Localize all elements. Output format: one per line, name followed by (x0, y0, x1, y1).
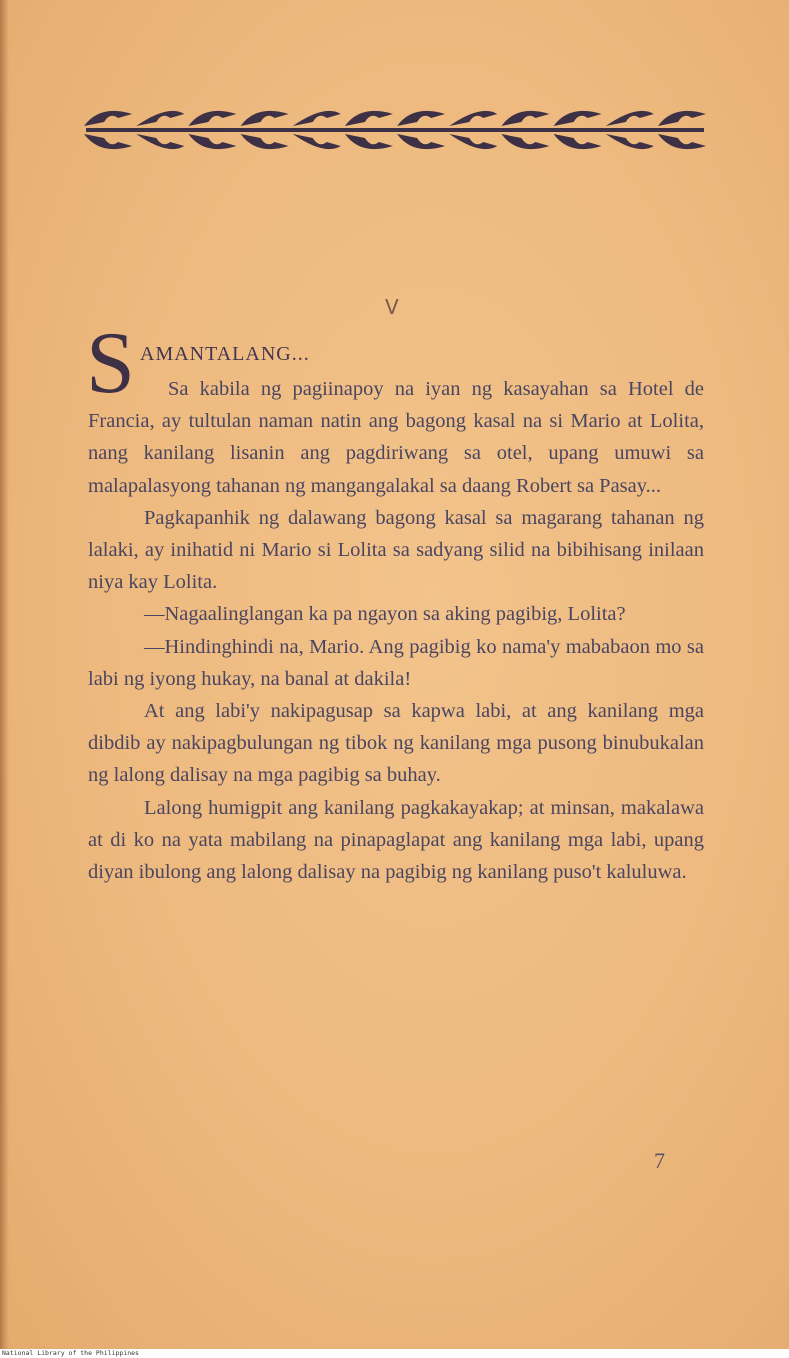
ornament-motif (501, 134, 549, 149)
ornament-motif (188, 134, 236, 149)
ornament-motif (345, 111, 393, 126)
ornament-motif (136, 134, 184, 149)
chapter-body (88, 373, 704, 888)
section-number: V (385, 295, 399, 319)
ornament-motif (606, 111, 654, 126)
paragraph: At ang labi'y nakipagusap sa kapwa labi, at ang kanilang mga dibdib ay nakipagbulungan ng tibok ng kanilang mga pusong binubukalan ng lalong dalisay na mga pagibig sa buhay. (88, 700, 704, 787)
ornament-motif (449, 134, 497, 149)
ornament-motif (188, 111, 236, 126)
ornament-motif (84, 134, 132, 149)
ornament-motif (241, 111, 289, 126)
ornament-motif (554, 134, 602, 149)
dialogue-paragraph: —Nagaalinglangan ka pa ngayon sa aking pagibig, Lolita? (144, 603, 626, 626)
ornament-motif (449, 111, 497, 126)
ornament-motif (658, 111, 706, 126)
paragraph: Pagkapanhik ng dalawang bagong kasal sa magarang tahanan ng lalaki, ay inihatid ni Mario si Lolita sa sadyang silid na bibihisang inilaan niya kay Lolita. (88, 506, 704, 594)
paragraph: Sa kabila ng pagiinapoy na iyan ng kasayahan sa Hotel de Francia, ay tultulan naman natin ang bagong kasal na si Mario at Lolita, nang kanilang lisanin ang pagdiriwang sa otel, upang umuwi sa malapalasyong tahanan ng mangangalakal sa daang Robert sa Pasay... (88, 378, 704, 497)
dialogue-paragraph: —Hindinghindi na, Mario. Ang pagibig ko nama'y mababaon mo sa labi ng iyong hukay, na banal at dakila! (88, 635, 704, 690)
ornament-motif (293, 134, 341, 149)
ornament-motif (606, 134, 654, 149)
ornament-motif (501, 111, 549, 126)
ornament-motif (345, 134, 393, 149)
paragraph: Lalong humigpit ang kanilang pagkakayakap; at minsan, makalawa at di ko na yata mabilang na pinapaglapat ang kanilang mga labi, upang diyan ibulong ang lalong dalisay na pagibig ng kanilang puso't kaluluwa. (88, 796, 704, 884)
ornament-motif (84, 111, 132, 126)
ornament-motif (554, 111, 602, 126)
ornament-motif (293, 111, 341, 126)
ornament-motif (397, 134, 445, 149)
page-number: 7 (654, 1148, 665, 1173)
ornament-motif (136, 111, 184, 126)
page-binding-edge (0, 0, 9, 1349)
decorative-ornament-band (82, 100, 708, 160)
ornament-motif (241, 134, 289, 149)
library-credit: National Library of the Philippines (2, 1349, 139, 1357)
opening-word: AMANTALANG... (140, 343, 310, 365)
ornament-center-rule (86, 128, 704, 132)
drop-cap-letter: S (86, 315, 135, 412)
ornament-motif (397, 111, 445, 126)
ornament-motif (658, 134, 706, 149)
